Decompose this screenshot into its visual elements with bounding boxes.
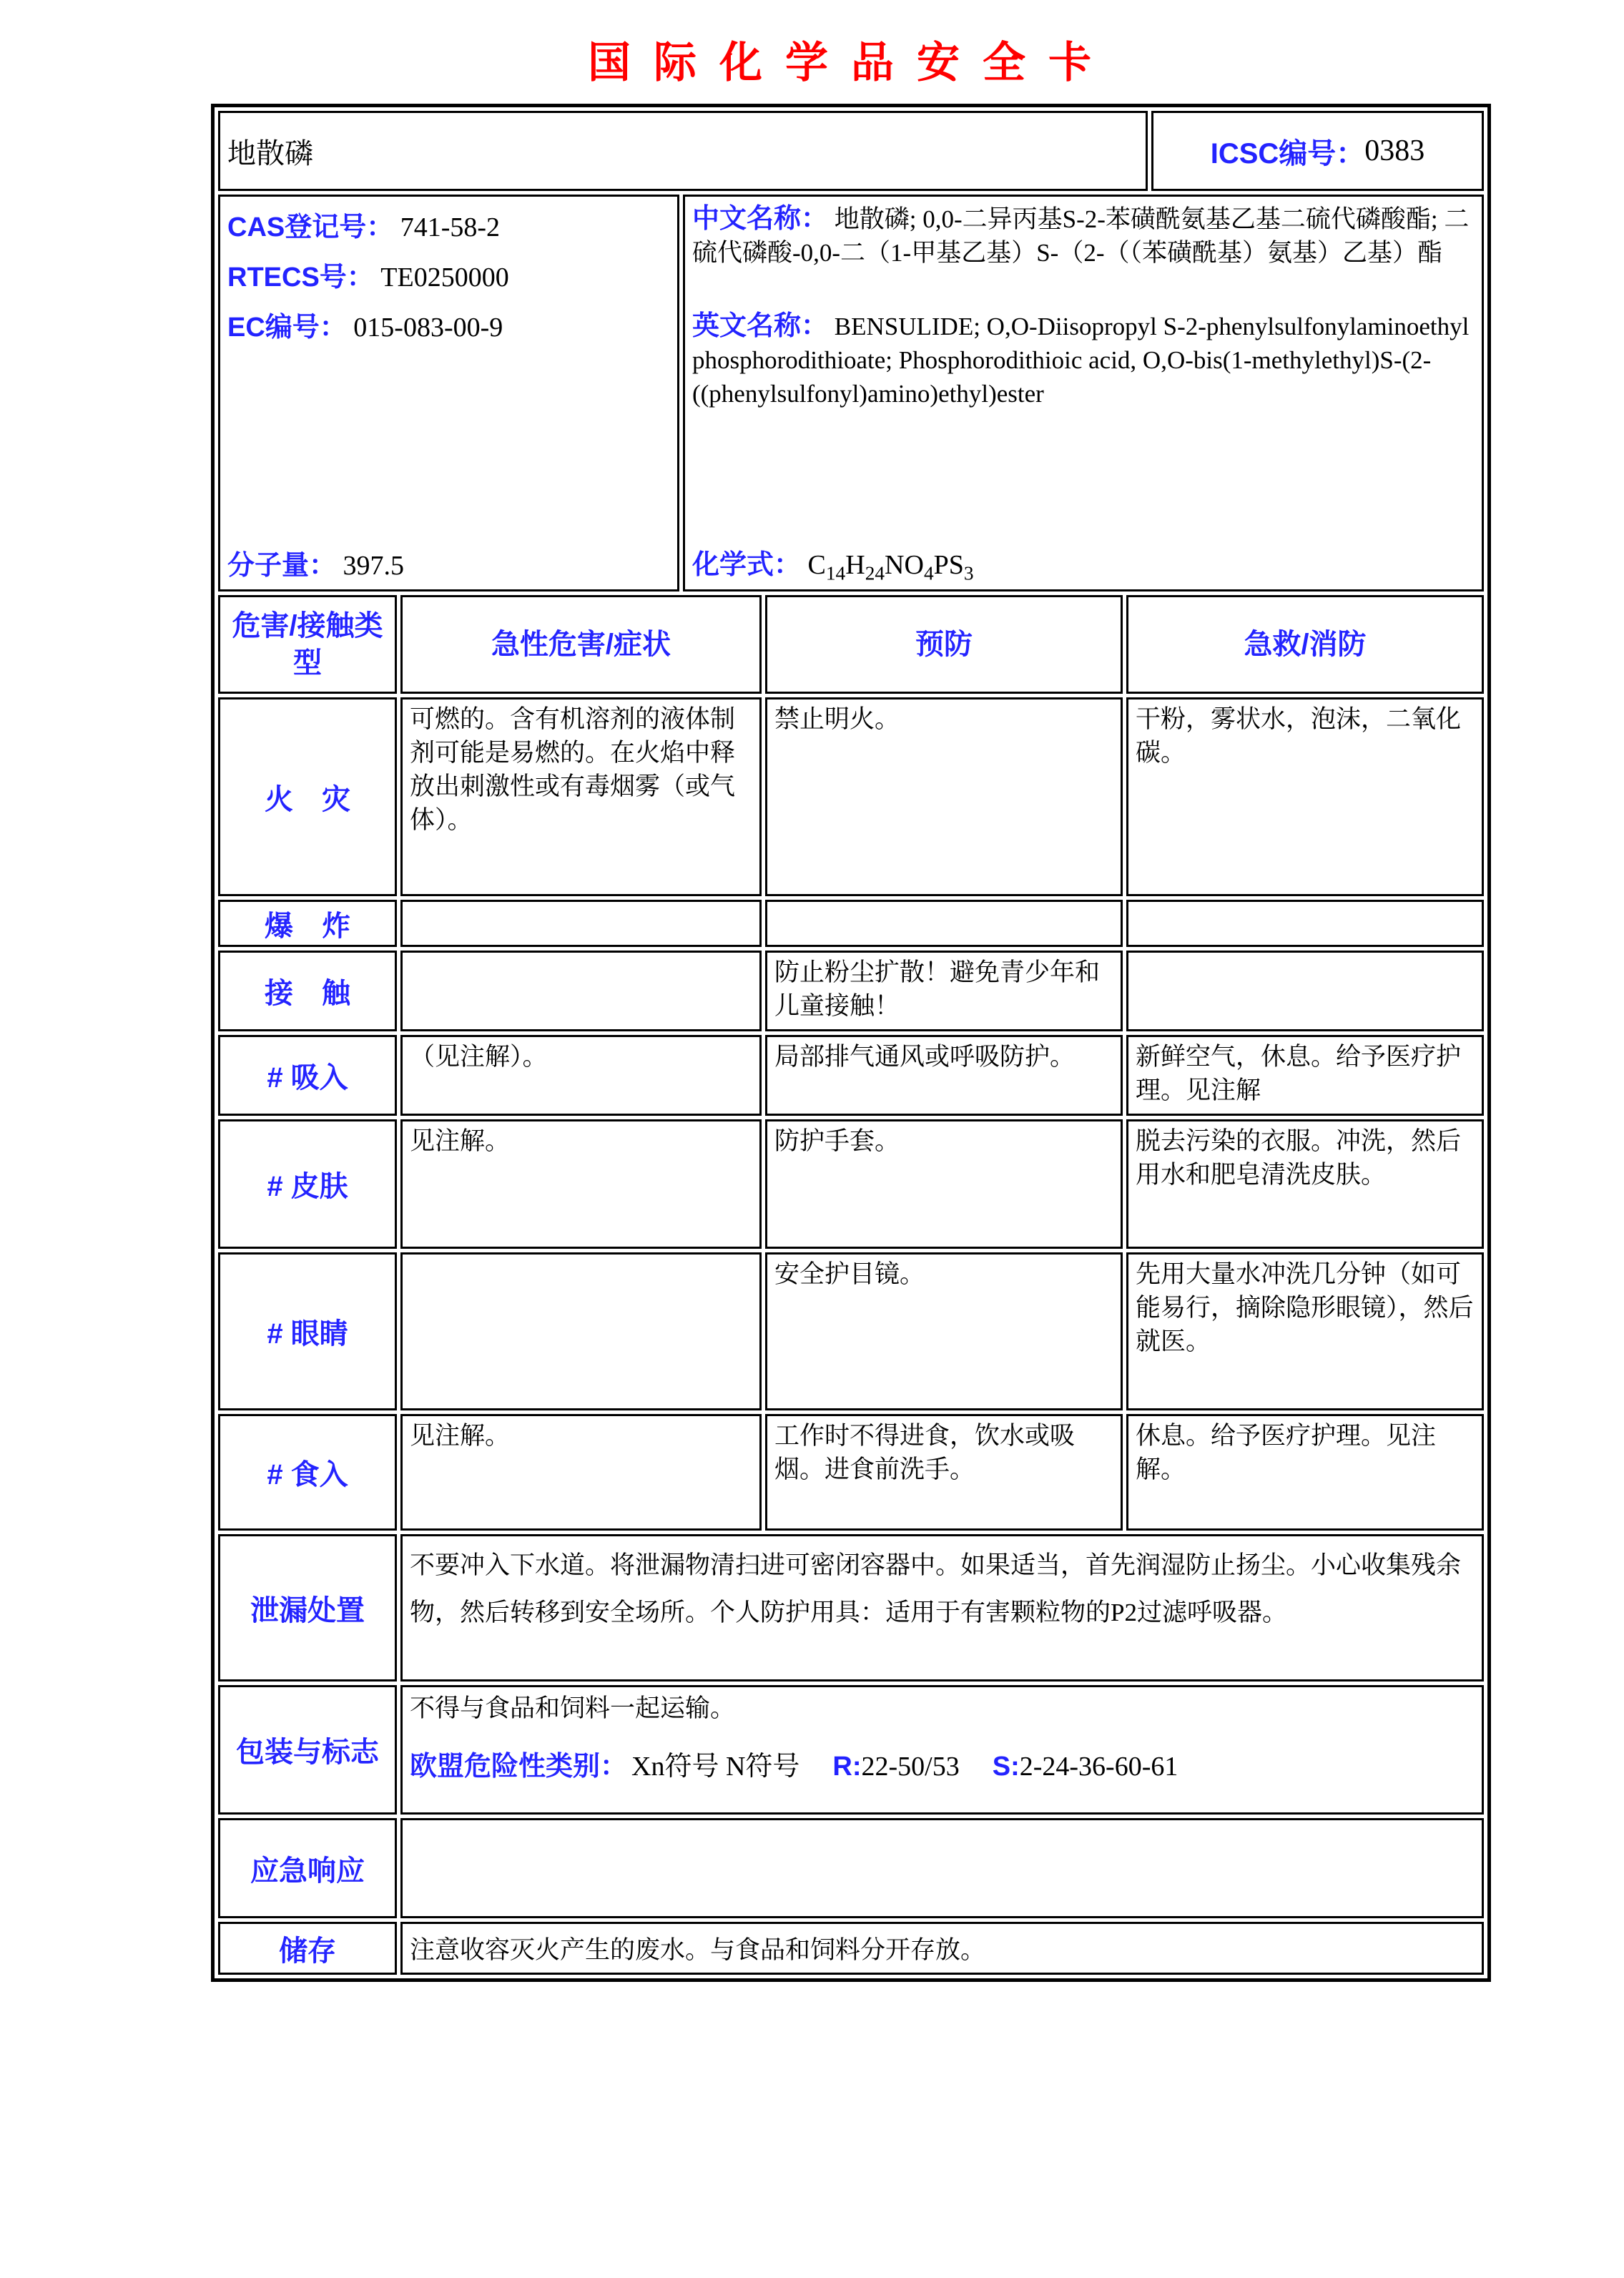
cas-value: 741-58-2 (400, 212, 501, 242)
ec-number-line (227, 303, 670, 353)
header-acute-symptoms: 急性危害/症状 (400, 595, 762, 694)
emergency-response-content (400, 1818, 1484, 1918)
substance-name: 地散磷 (227, 137, 313, 170)
chemical-formula-line (692, 542, 1475, 586)
english-name-paragraph (692, 310, 1475, 411)
row-type-label: # 眼睛 (218, 1252, 397, 1410)
first-aid-cell (1126, 900, 1484, 947)
first-aid-cell: 新鲜空气，休息。给予医疗护理。见注解 (1126, 1035, 1484, 1116)
icsc-number: 0383 (1364, 134, 1425, 167)
ec-value: 015-083-00-9 (353, 313, 503, 343)
prevention-cell: 禁止明火。 (765, 697, 1123, 896)
rtecs-label: RTECS号： (227, 262, 374, 293)
rtecs-value: TE0250000 (380, 262, 509, 293)
chinese-name-label: 中文名称： (692, 204, 829, 234)
symptoms-cell (400, 900, 762, 947)
identifiers-cell (218, 195, 679, 591)
row-type-label: 包装与标志 (218, 1685, 397, 1815)
row-spill-disposal (218, 1534, 1484, 1682)
ec-label: EC编号： (227, 313, 347, 343)
substance-header-row (218, 111, 1484, 191)
formula-value: $C_{14}H_{24}NO_4PS_3$ (807, 550, 974, 584)
row-type-label: # 吸入 (218, 1035, 397, 1116)
molecular-weight-value: 397.5 (343, 551, 405, 581)
row-type-label: 泄漏处置 (218, 1534, 397, 1682)
rtecs-number-line (227, 252, 670, 303)
s-phrases: S:2-24-36-60-61 (992, 1752, 1178, 1782)
cas-label: CAS登记号： (227, 212, 394, 242)
hazard-row-skin (218, 1119, 1484, 1249)
icsc-label: ICSC编号： (1210, 137, 1365, 170)
row-type-label: 接 触 (218, 951, 397, 1031)
spill-disposal-content: 不要冲入下水道。将泄漏物清扫进可密闭容器中。如果适当，首先润湿防止扬尘。小心收集残余物，然后转移到安全场所。个人防护用具：适用于有害颗粒物的P2过滤呼吸器。 (400, 1534, 1484, 1682)
prevention-cell: 防护手套。 (765, 1119, 1123, 1249)
prevention-cell: 安全护目镜。 (765, 1252, 1123, 1410)
prevention-cell: 工作时不得进食，饮水或吸烟。进食前洗手。 (765, 1414, 1123, 1531)
english-name-label: 英文名称： (692, 311, 829, 341)
row-type-label: # 皮肤 (218, 1119, 397, 1249)
hazard-row-exposure (218, 951, 1484, 1031)
molecular-weight-label: 分子量： (227, 551, 337, 581)
molecular-weight-line (227, 543, 670, 586)
first-aid-cell: 先用大量水冲洗几分钟（如可能易行，摘除隐形眼镜），然后就医。 (1126, 1252, 1484, 1410)
cas-number-line (227, 202, 670, 252)
row-type-label: 火 灾 (218, 697, 397, 896)
names-cell (683, 195, 1484, 591)
row-type-label: # 食入 (218, 1414, 397, 1531)
page-title: 国际化学品安全卡 (588, 39, 1114, 87)
prevention-cell: 局部排气通风或呼吸防护。 (765, 1035, 1123, 1116)
symptoms-cell: 见注解。 (400, 1414, 762, 1531)
symptoms-cell: （见注解）。 (400, 1035, 762, 1116)
header-hazard-type: 危害/接触类型 (218, 595, 397, 694)
formula-label: 化学式： (692, 550, 802, 581)
hazard-row-explosion (218, 900, 1484, 947)
row-packaging-labelling (218, 1685, 1484, 1815)
chinese-name-paragraph (692, 202, 1475, 270)
row-type-label: 应急响应 (218, 1818, 397, 1918)
identification-row (218, 195, 1484, 591)
header-prevention: 预防 (765, 595, 1123, 694)
hazard-row-ingestion (218, 1414, 1484, 1531)
packaging-transport-note: 不得与食品和饲料一起运输。 (410, 1694, 736, 1722)
chinese-name-value: 地散磷; 0,0-二异丙基S-2-苯磺酰氨基乙基二硫代磷酸酯; 二硫代磷酸-0,0-二（1-甲基乙基）S-（2-（（苯磺酰基）氨基）乙基）酯 (692, 205, 1470, 267)
first-aid-cell (1126, 951, 1484, 1031)
row-storage (218, 1922, 1484, 1975)
symptoms-cell (400, 951, 762, 1031)
r-phrases: R:22-50/53 (832, 1752, 960, 1782)
eu-symbols: Xn符号 N符号 (631, 1752, 800, 1782)
row-type-label: 储存 (218, 1922, 397, 1975)
substance-name-cell (218, 111, 1148, 191)
first-aid-cell: 干粉，雾状水，泡沫，二氧化碳。 (1126, 697, 1484, 896)
hazard-row-fire (218, 697, 1484, 896)
row-type-label: 爆 炸 (218, 900, 397, 947)
icsc-number-cell (1151, 111, 1484, 191)
first-aid-cell: 脱去污染的衣服。冲洗，然后用水和肥皂清洗皮肤。 (1126, 1119, 1484, 1249)
hazard-row-eyes (218, 1252, 1484, 1410)
hazard-table-header-row (218, 595, 1484, 694)
header-first-aid: 急救/消防 (1126, 595, 1484, 694)
hazard-row-inhalation (218, 1035, 1484, 1116)
eu-class-label: 欧盟危险性类别： (410, 1752, 628, 1782)
symptoms-cell: 可燃的。含有机溶剂的液体制剂可能是易燃的。在火焰中释放出刺激性或有毒烟雾（或气体）。 (400, 697, 762, 896)
storage-content: 注意收容灭火产生的废水。与食品和饲料分开存放。 (400, 1922, 1484, 1975)
first-aid-cell: 休息。给予医疗护理。见注解。 (1126, 1414, 1484, 1531)
packaging-content (400, 1685, 1484, 1815)
prevention-cell: 防止粉尘扩散！避免青少年和儿童接触！ (765, 951, 1123, 1031)
prevention-cell (765, 900, 1123, 947)
eu-hazard-classification-line (410, 1744, 1475, 1783)
symptoms-cell: 见注解。 (400, 1119, 762, 1249)
row-emergency-response (218, 1818, 1484, 1918)
english-name-value: BENSULIDE; O,O-Diisopropyl S-2-phenylsulfonylaminoethyl phosphorodithioate; Phosphorodithioic acid, O,O-bis(1-methylethyl)S-(2-((phenylsulfonyl)amino)ethyl)ester (692, 313, 1470, 408)
safety-card-table (211, 104, 1491, 1982)
symptoms-cell (400, 1252, 762, 1410)
